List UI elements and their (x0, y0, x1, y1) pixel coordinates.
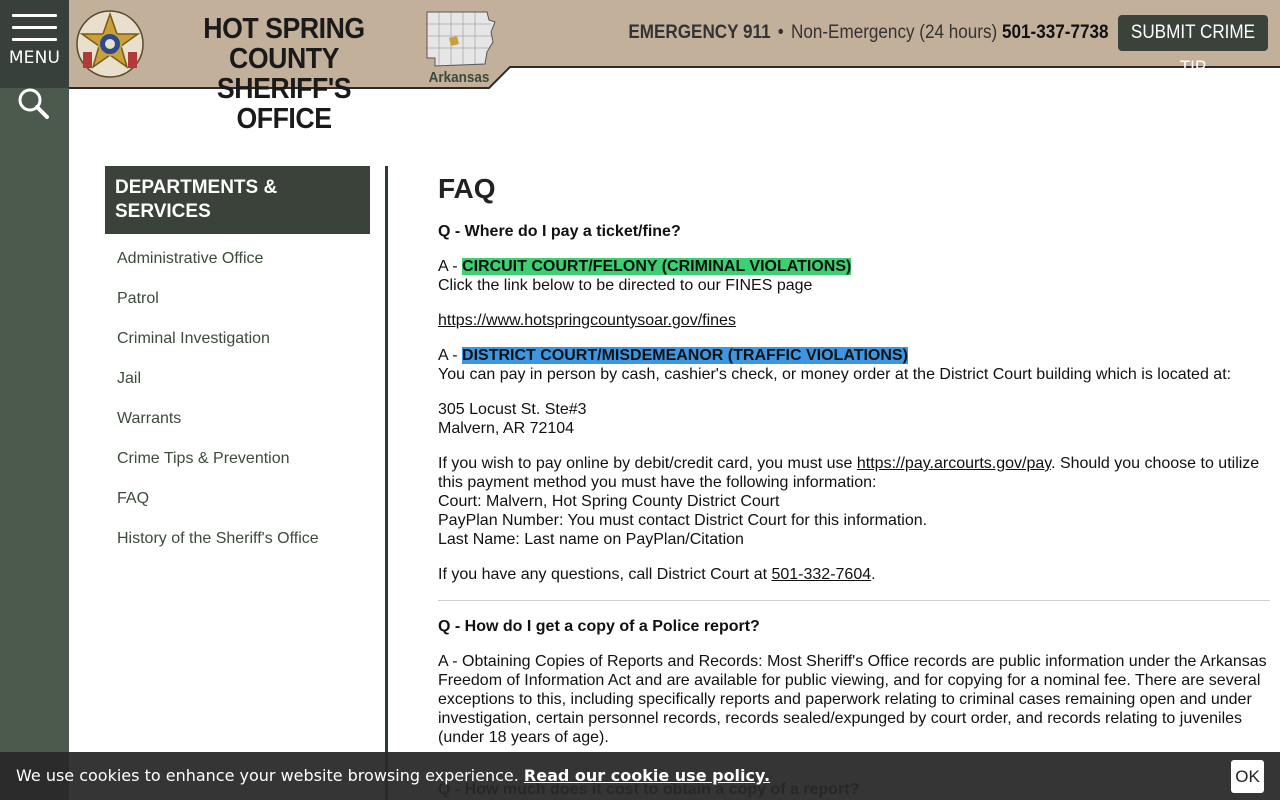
answer-district-court (438, 346, 1270, 384)
submit-crime-tip-label: SUBMIT CRIME TIP (1130, 22, 1256, 79)
sheriff-badge-logo[interactable] (75, 8, 145, 80)
sidebar-item-patrol[interactable]: Patrol (117, 290, 159, 307)
cookie-ok-button[interactable]: OK (1231, 760, 1264, 793)
question-2: Q - How do I get a copy of a Police report? (438, 618, 760, 635)
emergency-number[interactable]: EMERGENCY 911 (627, 22, 771, 43)
non-emergency-number[interactable]: 501-337-7738 (1001, 22, 1108, 43)
hamburger-icon (12, 14, 57, 50)
site-title[interactable] (169, 14, 399, 134)
circuit-court-highlight: CIRCUIT COURT/FELONY (CRIMINAL VIOLATIONS) (462, 258, 852, 275)
sidebar-item-crime-tips[interactable]: Crime Tips & Prevention (117, 450, 290, 467)
info-payplan: PayPlan Number: You must contact District Court for this information. (438, 512, 928, 529)
sidebar-item-jail[interactable]: Jail (117, 370, 142, 387)
cookie-text: We use cookies to enhance your website browsing experience. (16, 766, 524, 785)
sidebar-item-administrative-office[interactable]: Administrative Office (117, 250, 264, 267)
answer-prefix: A - (438, 258, 463, 275)
contact-info (628, 22, 1108, 44)
content-divider (385, 166, 388, 800)
sidebar-item-criminal-investigation[interactable]: Criminal Investigation (117, 330, 270, 347)
cookie-banner (0, 752, 1280, 800)
state-label: Arkansas (428, 69, 490, 86)
cookie-policy-link[interactable]: Read our cookie use policy. (523, 766, 771, 785)
online-payment-paragraph (438, 454, 1270, 549)
question-1: Q - Where do I pay a ticket/fine? (438, 223, 681, 240)
sidebar-list (105, 234, 370, 560)
sidebar-item-warrants[interactable]: Warrants (117, 410, 182, 427)
arcourts-pay-link[interactable]: https://pay.arcourts.gov/pay (856, 455, 1052, 472)
online-text-after: . Should you choose to utilize this payment method you must have the following information: (438, 455, 1260, 491)
info-court: Court: Malvern, Hot Spring County District Court (438, 493, 780, 510)
answer-police-report: A - Obtaining Copies of Reports and Records: Most Sheriff's Office records are public information under the Arkansas Freedom of Information Act and are available for public viewing, and for copying for a nominal fee. There are several exceptions to this, including specifically reports and paperwork relating to criminal cases remaining open and under investigation, certain personnel records, records sealed/expunged by court order, and records relating to juveniles (under 18 years of age). (438, 653, 1267, 746)
sidebar-item-faq[interactable]: FAQ (117, 490, 150, 507)
title-line-2: SHERIFF'S OFFICE (216, 73, 352, 135)
fines-link-paragraph (438, 311, 1270, 330)
questions-text: If you have any questions, call District Court at (438, 566, 772, 583)
sidebar-item-history[interactable]: History of the Sheriff's Office (117, 530, 319, 547)
faq-separator (438, 600, 1270, 601)
search-icon (16, 86, 50, 120)
submit-crime-tip-button[interactable] (1118, 15, 1268, 79)
sidebar-heading: DEPARTMENTS & SERVICES (105, 166, 370, 234)
address-line-1: 305 Locust St. Ste#3 (438, 401, 587, 418)
district-court-text: You can pay in person by cash, cashier's check, or money order at the District Court building which is located at: (438, 366, 1232, 383)
district-court-highlight: DISTRICT COURT/MISDEMEANOR (TRAFFIC VIOLATIONS) (462, 347, 908, 364)
main-content (438, 172, 1270, 800)
answer-circuit-court (438, 257, 1270, 295)
questions-period: . (871, 566, 876, 583)
menu-button[interactable] (0, 0, 69, 88)
circuit-court-text: Click the link below to be directed to our FINES page (438, 277, 813, 294)
address-line-2: Malvern, AR 72104 (438, 420, 575, 437)
title-line-1: HOT SPRING COUNTY (203, 13, 365, 75)
district-court-phone-link[interactable]: 501-332-7604 (771, 566, 872, 583)
fines-link[interactable]: https://www.hotspringcountysoar.gov/fines (438, 312, 736, 329)
cookie-message (16, 766, 770, 785)
page-title: FAQ (438, 173, 496, 204)
search-button[interactable] (16, 86, 52, 120)
questions-paragraph (438, 565, 1270, 584)
district-court-address (438, 400, 1270, 438)
menu-label: MENU (8, 48, 61, 68)
non-emergency-label: Non-Emergency (24 hours) (790, 22, 997, 43)
separator-dot: • (777, 22, 784, 43)
answer-prefix: A - (438, 347, 463, 364)
departments-sidebar (105, 166, 370, 560)
info-lastname: Last Name: Last name on PayPlan/Citation (438, 531, 744, 548)
online-text-before: If you wish to pay online by debit/credit card, you must use (438, 455, 857, 472)
arkansas-map-icon (423, 8, 497, 74)
site-header (69, 0, 1280, 135)
